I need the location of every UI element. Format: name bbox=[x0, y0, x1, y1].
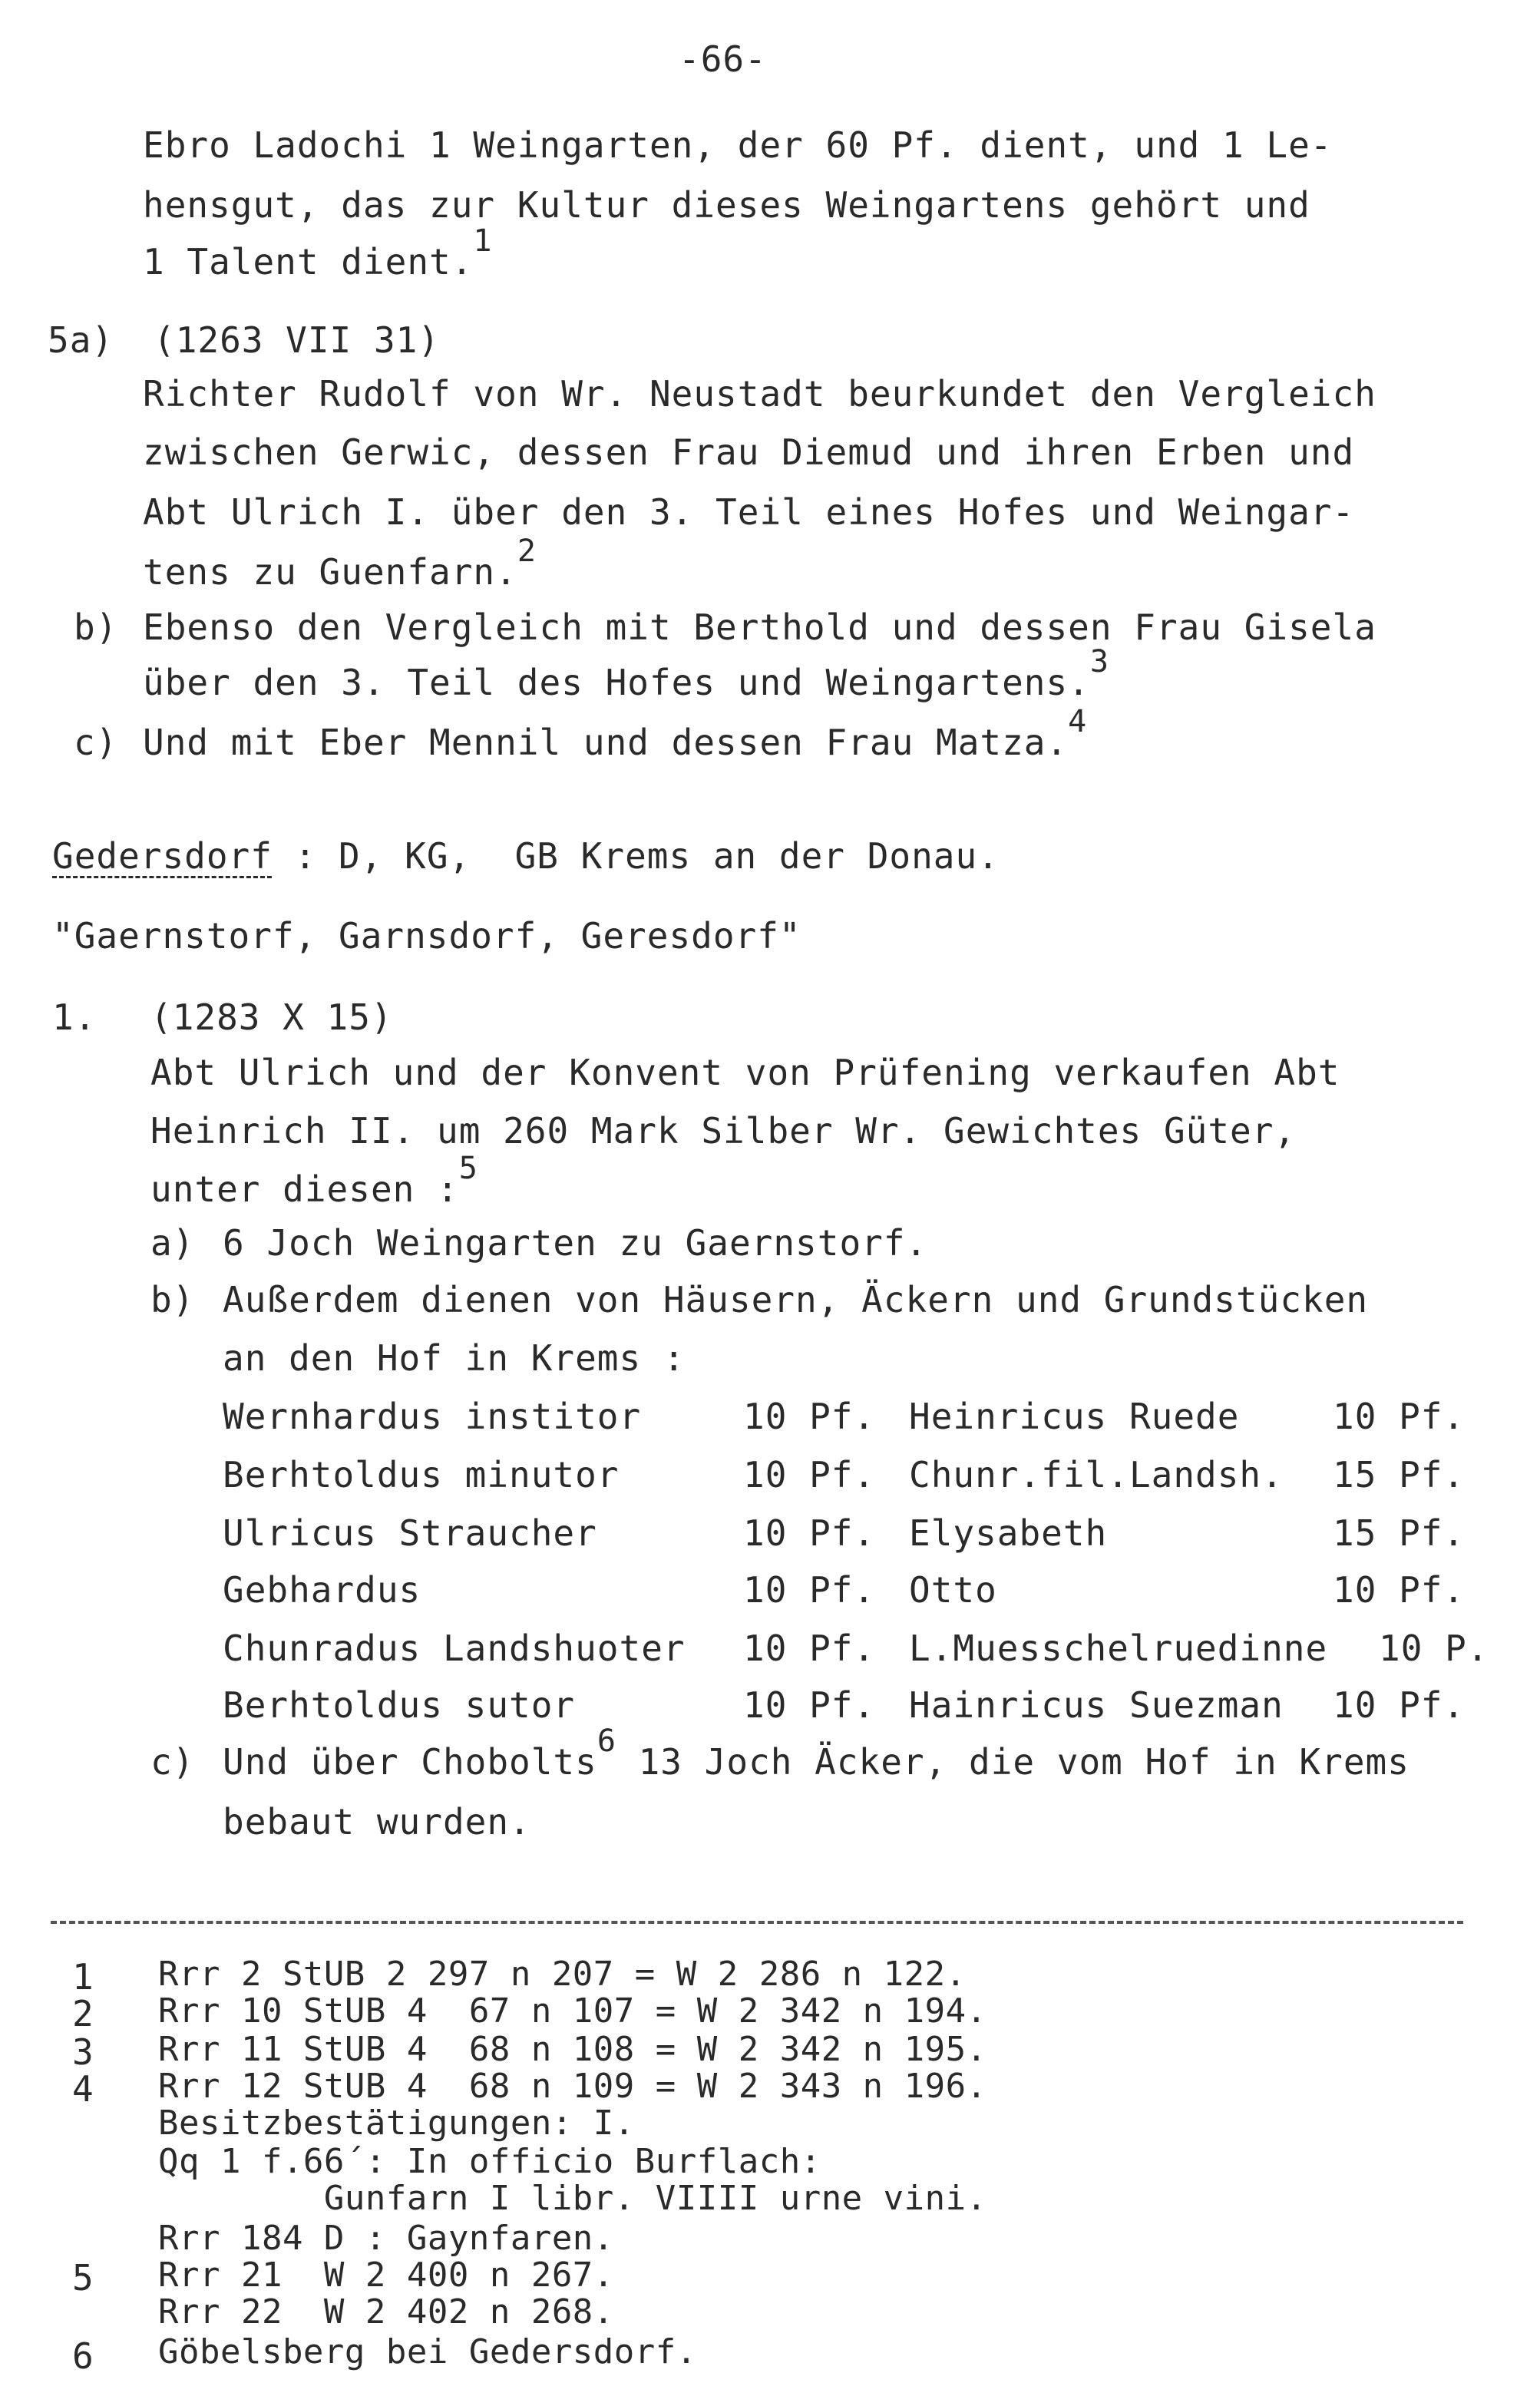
person-name: Berhtoldus minutor bbox=[223, 1454, 620, 1495]
footnote-text: Rrr 2 StUB 2 297 n 207 = W 2 286 n 122. bbox=[158, 1955, 967, 1994]
entry-1c-label: c) bbox=[150, 1741, 195, 1783]
person-amount: 10 Pf. bbox=[743, 1684, 876, 1726]
person-name: Ulricus Straucher bbox=[223, 1512, 597, 1554]
person-name: Elysabeth bbox=[909, 1512, 1108, 1554]
footnote-ref-3[interactable]: 3 bbox=[1089, 644, 1109, 679]
footnote-number: 3 bbox=[72, 2031, 94, 2073]
place-variants: "Gaernstorf, Garnsdorf, Geresdorf" bbox=[52, 915, 801, 957]
footnote-text: Besitzbestätigungen: I. bbox=[158, 2104, 635, 2143]
person-name: Gebhardus bbox=[223, 1569, 421, 1611]
footnote-text: Gunfarn I libr. VIIII urne vini. bbox=[158, 2179, 987, 2218]
entry-1b-line-1: Außerdem dienen von Häusern, Äckern und Grundstücken bbox=[223, 1279, 1369, 1320]
footnote-divider bbox=[51, 1921, 1463, 1924]
entry-5a-line-4: tens zu Guenfarn.2 bbox=[143, 534, 537, 593]
entry-1c-line-1: Und über Chobolts6 13 Joch Äcker, die vom Hof in Krems bbox=[223, 1724, 1409, 1783]
entry-5a-line-3: Abt Ulrich I. über den 3. Teil eines Hofes und Weingar- bbox=[143, 491, 1355, 533]
person-amount: 15 Pf. bbox=[1333, 1454, 1466, 1495]
person-name: L.Muesschelruedinne bbox=[909, 1628, 1328, 1669]
footnote-ref-2[interactable]: 2 bbox=[517, 534, 537, 569]
footnote-number: 4 bbox=[72, 2068, 94, 2110]
place-heading bbox=[52, 835, 1000, 877]
entry-1-date: (1283 X 15) bbox=[150, 996, 393, 1038]
footnote-text: Rrr 184 D : Gaynfaren. bbox=[158, 2219, 614, 2258]
footnote-number: 1 bbox=[72, 1956, 94, 1998]
entry-1-line-1: Abt Ulrich und der Konvent von Prüfening verkaufen Abt bbox=[150, 1052, 1340, 1093]
entry-5b-label: b) bbox=[74, 606, 118, 648]
entry-1a-text: 6 Joch Weingarten zu Gaernstorf. bbox=[223, 1222, 928, 1264]
person-name: Chunradus Landshuoter bbox=[223, 1628, 686, 1669]
footnote-text: Göbelsberg bei Gedersdorf. bbox=[158, 2332, 697, 2371]
footnote-text: Rrr 10 StUB 4 67 n 107 = W 2 342 n 194. bbox=[158, 1991, 987, 2031]
entry-5a-line-2: zwischen Gerwic, dessen Frau Diemud und ihren Erben und bbox=[143, 431, 1355, 473]
person-amount: 10 P. bbox=[1379, 1628, 1489, 1669]
footnote-ref-4[interactable]: 4 bbox=[1068, 704, 1088, 739]
intro-line-2: hensgut, das zur Kultur dieses Weingartens gehört und bbox=[143, 184, 1310, 226]
person-amount: 10 Pf. bbox=[743, 1454, 876, 1495]
footnote-ref-5[interactable]: 5 bbox=[458, 1151, 478, 1186]
person-amount: 10 Pf. bbox=[743, 1569, 876, 1611]
place-info: : D, KG, GB Krems an der Donau. bbox=[272, 835, 1000, 877]
entry-5b-line-2: über den 3. Teil des Hofes und Weingartens.3 bbox=[143, 644, 1109, 703]
person-name: Heinricus Ruede bbox=[909, 1396, 1240, 1437]
footnote-number: 2 bbox=[72, 1993, 94, 2034]
person-amount: 10 Pf. bbox=[1333, 1569, 1466, 1611]
place-name: Gedersdorf bbox=[52, 835, 273, 877]
footnote-text: Rrr 21 W 2 400 n 267. bbox=[158, 2256, 614, 2295]
entry-1a-label: a) bbox=[150, 1222, 195, 1264]
entry-5b-line-1: Ebenso den Vergleich mit Berthold und dessen Frau Gisela bbox=[143, 606, 1376, 648]
footnote-number: 6 bbox=[72, 2335, 94, 2377]
person-name: Hainricus Suezman bbox=[909, 1684, 1284, 1726]
entry-1-line-2: Heinrich II. um 260 Mark Silber Wr. Gewichtes Güter, bbox=[150, 1110, 1297, 1152]
person-amount: 10 Pf. bbox=[743, 1628, 876, 1669]
footnote-text: Rrr 22 W 2 402 n 268. bbox=[158, 2292, 614, 2332]
entry-5a-line-1: Richter Rudolf von Wr. Neustadt beurkundet den Vergleich bbox=[143, 373, 1376, 415]
footnote-ref-1[interactable]: 1 bbox=[473, 223, 493, 259]
person-name: Chunr.fil.Landsh. bbox=[909, 1454, 1284, 1495]
entry-1-line-3: unter diesen :5 bbox=[150, 1151, 478, 1210]
person-amount: 10 Pf. bbox=[1333, 1396, 1466, 1437]
person-amount: 10 Pf. bbox=[743, 1512, 876, 1554]
entry-1b-line-2: an den Hof in Krems : bbox=[223, 1337, 686, 1379]
intro-line-3: 1 Talent dient.1 bbox=[143, 223, 493, 283]
entry-5c-label: c) bbox=[74, 722, 118, 763]
entry-5a-label: 5a) bbox=[48, 319, 114, 361]
entry-5a-date: (1263 VII 31) bbox=[154, 319, 441, 361]
footnote-text: Qq 1 f.66´: In officio Burflach: bbox=[158, 2142, 821, 2181]
person-amount: 15 Pf. bbox=[1333, 1512, 1466, 1554]
footnote-ref-6[interactable]: 6 bbox=[597, 1724, 616, 1759]
footnote-text: Rrr 11 StUB 4 68 n 108 = W 2 342 n 195. bbox=[158, 2030, 987, 2069]
footnote-text: Rrr 12 StUB 4 68 n 109 = W 2 343 n 196. bbox=[158, 2067, 987, 2106]
footnote-number: 5 bbox=[72, 2257, 94, 2299]
person-name: Berhtoldus sutor bbox=[223, 1684, 576, 1726]
person-name: Otto bbox=[909, 1569, 997, 1611]
entry-1b-label: b) bbox=[150, 1279, 195, 1320]
person-amount: 10 Pf. bbox=[1333, 1684, 1466, 1726]
person-amount: 10 Pf. bbox=[743, 1396, 876, 1437]
entry-5c-line-1: Und mit Eber Mennil und dessen Frau Matza.4 bbox=[143, 704, 1088, 763]
person-name: Wernhardus institor bbox=[223, 1396, 642, 1437]
entry-1-label: 1. bbox=[52, 996, 97, 1038]
page-number: -66- bbox=[679, 38, 767, 80]
entry-1c-line-2: bebaut wurden. bbox=[223, 1801, 531, 1843]
intro-line-1: Ebro Ladochi 1 Weingarten, der 60 Pf. dient, und 1 Le- bbox=[143, 124, 1333, 166]
